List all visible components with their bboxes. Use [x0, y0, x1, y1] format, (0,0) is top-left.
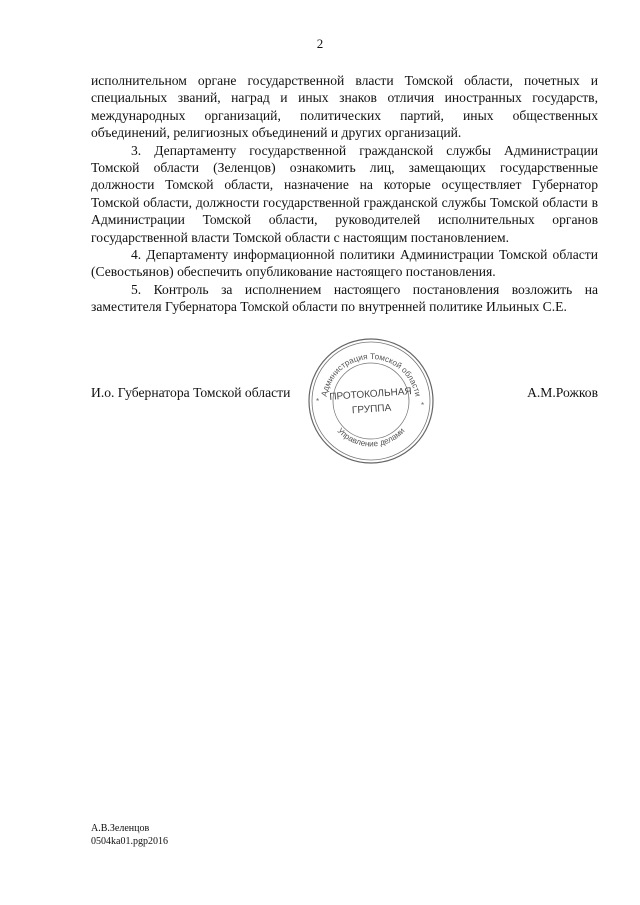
paragraph-item-4: 4. Департаменту информационной политики Администрации Томской области (Севостьянов) обеспечить опубликование настоящего постановления. [91, 247, 598, 280]
paragraph-item-5: 5. Контроль за исполнением настоящего постановления возложить на заместителя Губернатора Томской области по внутренней политике Ильиных С.Е. [91, 281, 598, 315]
document-body [91, 72, 598, 316]
paragraph-continuation: исполнительном органе государственной власти Томской области, почетных и специальных званий, наград и иных знаков отличия иностранных государств, международных организаций, политических партий, иных общественных объединений, религиозных объединений и других организаций. [91, 73, 598, 141]
file-code: 0504ka01.pgp2016 [91, 836, 168, 847]
paragraph-item-3: 3. Департаменту государственной гражданской службы Администрации Томской области (Зеленцов) ознакомить лиц, замещающих государственные должности Томской области, назначение на которые осуществляет Губернатор Томской области, должности государственной гражданской службы Томской области в Администрации Томской области, руководителей исполнительных органов государственной власти Томской области с настоящим постановлением. [91, 142, 598, 245]
executor-name: А.В.Зеленцов [91, 823, 150, 834]
svg-text:*: * [316, 397, 320, 406]
official-stamp [306, 336, 436, 466]
svg-text:*: * [421, 401, 425, 410]
footer-executor-info [91, 822, 168, 848]
stamp-ring-text-bottom: Управление делами [335, 426, 407, 449]
signatory-position: И.о. Губернатора Томской области [91, 385, 291, 400]
signatory-name: А.М.Рожков [527, 385, 598, 400]
stamp-ring-text-top: Администрация Томской области [319, 351, 423, 398]
stamp-center-line-2: ГРУППА [351, 402, 392, 417]
stamp-center-line-1: ПРОТОКОЛЬНАЯ [329, 386, 413, 403]
page-number: 2 [316, 36, 324, 51]
